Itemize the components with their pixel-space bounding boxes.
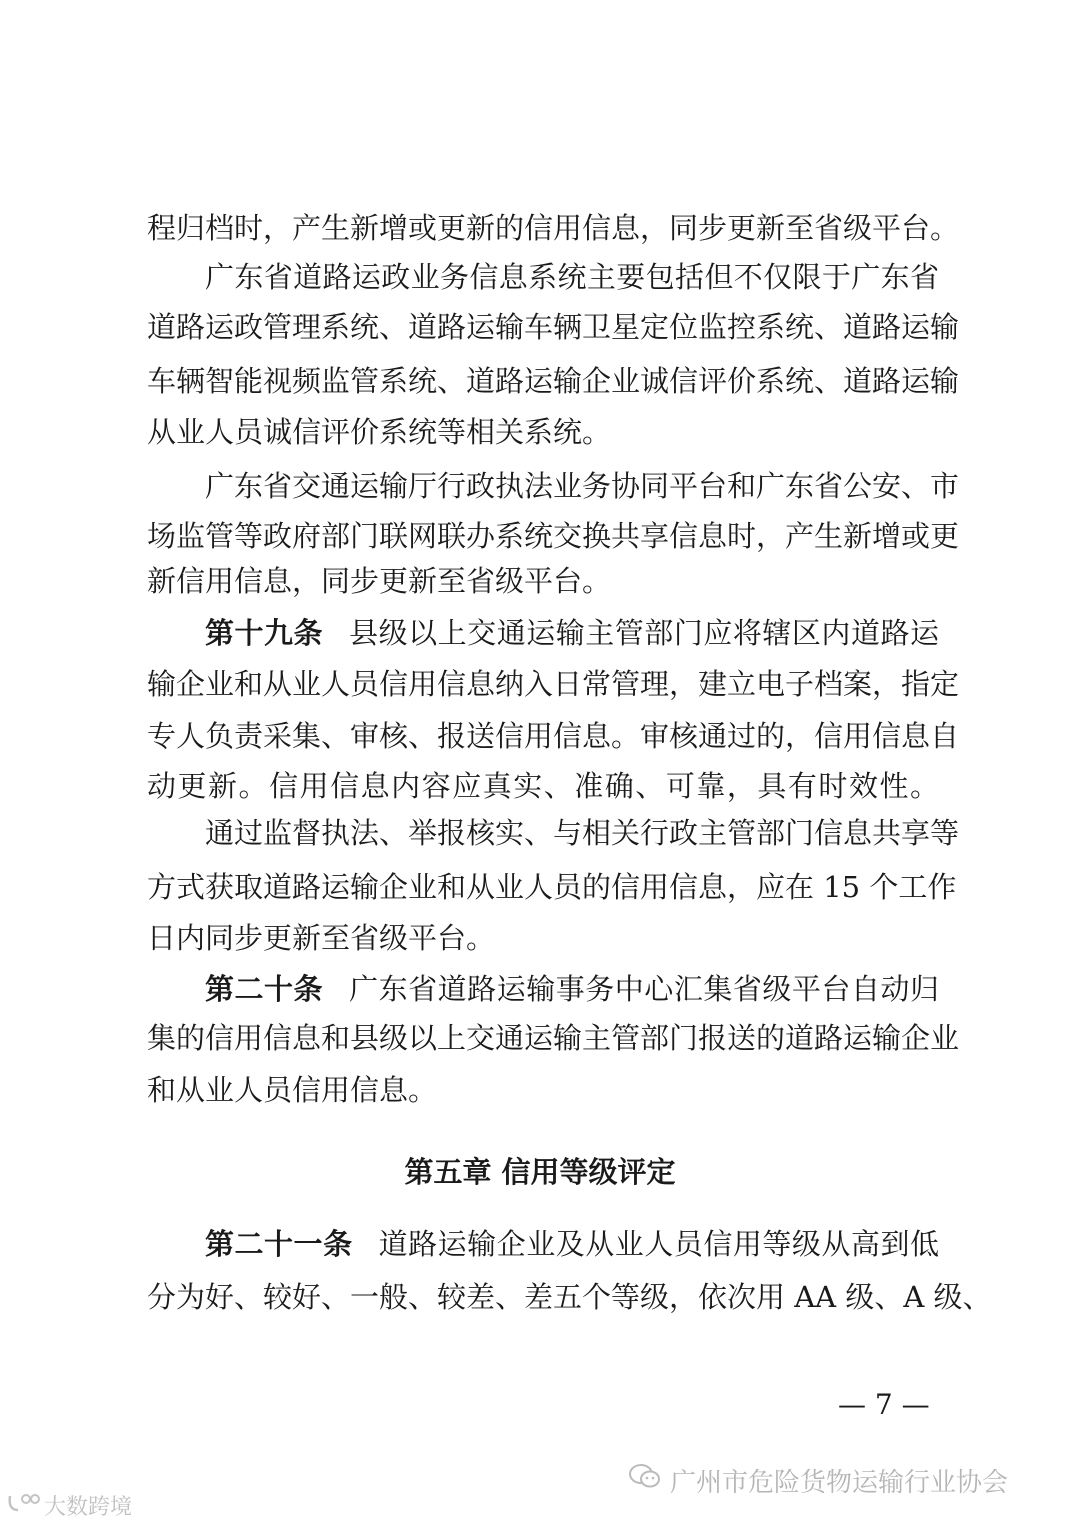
line-text: 广东省道路运输事务中心汇集省级平台自动归 [349, 972, 939, 1006]
line-text: 动更新。信用信息内容应真实、准确、可靠，具有时效性。 [147, 769, 939, 803]
wechat-watermark [628, 1462, 1008, 1499]
article-number: 第二十条 [205, 972, 324, 1006]
line-text: 广东省道路运政业务信息系统主要包括但不仅限于广东省 [205, 260, 939, 294]
wechat-account-name: 广州市危险货物运输行业协会 [670, 1468, 1009, 1498]
line-text: 县级以上交通运输主管部门应将辖区内道路运 [349, 616, 939, 650]
text-line [147, 920, 939, 956]
line-text: 新信用信息，同步更新至省级平台。 [147, 564, 612, 598]
site-name: 大数跨境 [44, 1495, 133, 1520]
line-text: 场监管等政府部门联网联办系统交换共享信息时，产生新增或更 [147, 519, 960, 553]
site-watermark [6, 1490, 132, 1521]
site-logo-icon [6, 1492, 40, 1520]
wechat-icon [628, 1462, 662, 1499]
text-line [147, 1279, 992, 1315]
text-line [147, 815, 960, 851]
text-line [147, 309, 960, 345]
text-line [147, 718, 960, 754]
article-line [147, 971, 939, 1007]
text-line [147, 518, 960, 554]
line-text: 日内同步更新至省级平台。 [147, 921, 496, 955]
line-text: 道路运政管理系统、道路运输车辆卫星定位监控系统、道路运输 [147, 310, 960, 344]
text-line [147, 768, 939, 804]
chapter-heading: 第五章 信用等级评定 [404, 1155, 676, 1189]
text-line [147, 414, 939, 450]
line-text: 从业人员诚信评价系统等相关系统。 [147, 415, 612, 449]
text-line [147, 1020, 960, 1056]
text-line [147, 363, 960, 399]
article-number: 第二十一条 [205, 1227, 353, 1261]
line-text: 道路运输企业及从业人员信用等级从高到低 [378, 1227, 939, 1261]
article-line [147, 1226, 939, 1262]
text-line [147, 1072, 939, 1108]
text-line [147, 869, 957, 905]
text-line [147, 666, 960, 702]
line-text: 程归档时，产生新增或更新的信用信息，同步更新至省级平台。 [147, 211, 960, 245]
line-text: 输企业和从业人员信用信息纳入日常管理，建立电子档案，指定 [147, 667, 960, 701]
line-text: 专人负责采集、审核、报送信用信息。审核通过的，信用信息自 [147, 719, 960, 753]
line-text: 方式获取道路运输企业和从业人员的信用信息，应在 15 个工作 [147, 870, 957, 904]
line-text: 分为好、较好、一般、较差、差五个等级，依次用 AA 级、A 级、 [147, 1280, 992, 1314]
page-number: — 7 — [838, 1388, 930, 1421]
text-line [147, 563, 939, 599]
article-line [147, 615, 939, 651]
text-line [147, 259, 939, 295]
line-text: 集的信用信息和县级以上交通运输主管部门报送的道路运输企业 [147, 1021, 960, 1055]
text-line [147, 468, 960, 504]
line-text: 车辆智能视频监管系统、道路运输企业诚信评价系统、道路运输 [147, 364, 960, 398]
line-text: 和从业人员信用信息。 [147, 1073, 438, 1107]
line-text: 广东省交通运输厅行政执法业务协同平台和广东省公安、市 [205, 469, 960, 503]
text-line [147, 210, 960, 246]
line-text: 通过监督执法、举报核实、与相关行政主管部门信息共享等 [205, 816, 960, 850]
article-number: 第十九条 [205, 616, 324, 650]
